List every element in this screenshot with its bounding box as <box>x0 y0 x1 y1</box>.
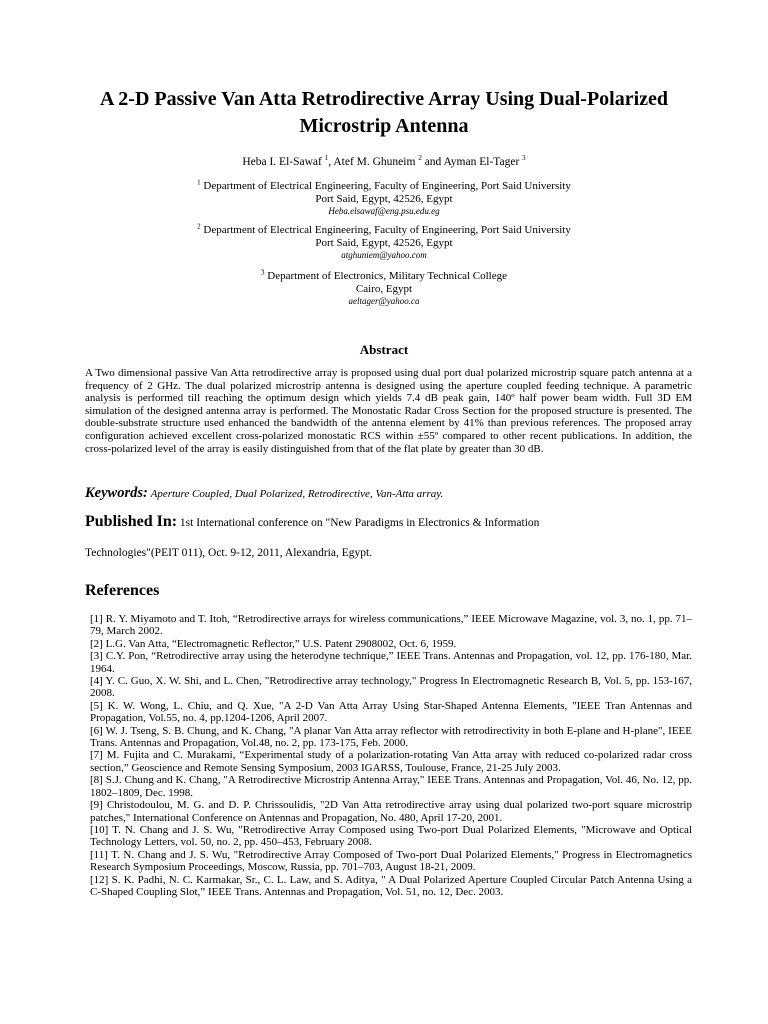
reference-item: [6] W. J. Tseng, S. B. Chung, and K. Chang, "A planar Van Atta array reflector with retrodirectivity in both E-plane and H-plane", IEEE Trans. Antennas and Propagation, Vol.48, no. 2, pp. 173-175, Feb. 2000. <box>90 724 692 750</box>
affiliation-3 <box>96 270 672 307</box>
reference-list <box>90 613 692 898</box>
published-in-line <box>85 513 692 532</box>
references-heading: References <box>85 582 160 599</box>
affiliation-address: Cairo, Egypt <box>355 282 413 295</box>
abstract-text: A Two dimensional passive Van Atta retrodirective array is proposed using dual port dual polarized microstrip square patch antenna at a frequency of 2 GHz. The dual polarized microstrip antenna is designed using the aperture coupled feeding technique. A parametric analysis is performed till reaching the optimum design which yields 7.4 dB peak gain, 140º half power beam width. Full 3D EM simulation of the designed antenna array is performed. The Monostatic Radar Cross Section for the proposed structure is presented. The double-substrate structure used enhanced the bandwidth of the antenna element by 41% than previous references. The proposed array configuration achieved excellent cross-polarized monostatic RCS within ±55º compared to other recent publications. In addition, the cross-polarized level of the array is easily distinguished from that of the flat plate by greater than 30 dB. <box>85 367 692 455</box>
affil-mark: 3 <box>261 268 265 277</box>
reference-item: [4] Y. C. Guo, X. W. Shi, and L. Chen, "Retrodirective array technology," Progress In Electromagnetic Research B, Vol. 5, pp. 153-167, 2008. <box>90 675 692 700</box>
affiliation-email: atghuniem@yahoo.com <box>341 250 427 260</box>
affiliation-2 <box>96 224 672 261</box>
keywords-value: Aperture Coupled, Dual Polarized, Retrodirective, Van-Atta array. <box>150 488 444 500</box>
author-name: Atef M. Ghuneim <box>333 156 416 168</box>
reference-item: [9] Christodoulou, M. G. and D. P. Chrissoulidis, "2D Van Atta retrodirective array using dual polarized two-port square microstrip patches," International Conference on Antennas and Propagation, No. 480, April 17-20, 2001. <box>90 799 692 824</box>
affiliation-line <box>96 224 672 237</box>
reference-item: [3] C.Y. Pon, “Retrodirective array using the heterodyne technique,” IEEE Trans. Antennas and Propagation, vol. 12, pp. 176-180, Mar. 1964. <box>90 650 692 675</box>
reference-item: [11] T. N. Chang and J. S. Wu, "Retrodirective Array Composed of Two-port Dual Polarized Elements," Progress in Electromagnetics Research Symposium Proceedings, Moscow, Russia, pp. 701–703, August 18-21, 2009. <box>90 848 692 874</box>
affiliation-department: Department of Electronics, Military Technical College <box>267 270 507 282</box>
affil-mark: 2 <box>197 222 201 231</box>
published-venue: 1st International conference on "New Paradigms in Electronics & Information <box>179 517 540 529</box>
reference-item: [8] S.J. Chung and K. Chang, "A Retrodirective Microstrip Antenna Array," IEEE Trans. Antennas and Propagation, Vol. 46, No. 12, pp. 1802–1809, Dec. 1998. <box>90 774 692 799</box>
author-separator: , <box>328 156 334 168</box>
published-label: Published In: <box>85 513 178 530</box>
keywords-label: Keywords: <box>85 485 148 501</box>
author-list <box>96 155 672 169</box>
affiliation-1 <box>96 180 672 217</box>
author-name: Heba I. El-Sawaf <box>242 156 322 168</box>
published-venue-continued: Technologies"(PEIT 011), Oct. 9-12, 2011, Alexandria, Egypt. <box>85 547 373 559</box>
affil-mark: 1 <box>197 178 201 187</box>
keywords-line <box>85 485 692 502</box>
reference-item: [1] R. Y. Miyamoto and T. Itoh, “Retrodirective arrays for wireless communications,” IEEE Microwave Magazine, vol. 3, no. 1, pp. 71–79, March 2002. <box>90 613 692 638</box>
reference-item: [10] T. N. Chang and J. S. Wu, "Retrodirective Array Composed using Two-port Dual Polarized Elements, "Microwave and Optical Technology Letters, vol. 50, no. 2, pp. 450–453, February 2008. <box>90 823 692 849</box>
reference-item: [5] K. W. Wong, L. Chiu, and Q. Xue, "A 2-D Van Atta Array Using Star-Shaped Antenna Elements, "IEEE Tran Antennas and Propagation, Vol.55, no. 4, pp.1204-1206, April 2007. <box>90 699 692 725</box>
affiliation-address: Port Said, Egypt, 42526, Egypt <box>315 236 453 249</box>
abstract-heading: Abstract <box>359 342 409 357</box>
affiliation-department: Department of Electrical Engineering, Faculty of Engineering, Port Said University <box>203 180 571 192</box>
affiliation-department: Department of Electrical Engineering, Faculty of Engineering, Port Said University <box>203 224 571 236</box>
reference-item: [12] S. K. Padhi, N. C. Karmakar, Sr., C. L. Law, and S. Aditya, " A Dual Polarized Aperture Coupled Circular Patch Antenna Using a C-Shaped Coupling Slot,” IEEE Trans. Antennas and Propagation, Vol. 51, no. 12, Dec. 2003. <box>90 873 692 898</box>
affiliation-email: Heba.elsawaf@eng.psu.edu.eg <box>328 206 440 216</box>
affiliation-address: Port Said, Egypt, 42526, Egypt <box>315 192 453 205</box>
author-separator: and <box>421 156 444 168</box>
reference-item: [7] M. Fujita and C. Murakami, “Experimental study of a polarization-rotating Van Atta array with reduced co-polarized radar cross section,” Geoscience and Remote Sensing Symposium, 2003 IGARSS, Toulouse, France, 21-25 July 2003. <box>90 749 692 774</box>
affiliation-line <box>96 270 672 283</box>
author-name: Ayman El-Tager <box>443 156 520 168</box>
paper-title: A 2-D Passive Van Atta Retrodirective Array Using Dual-Polarized Microstrip Antenna <box>99 88 669 137</box>
affiliation-email: aeltager@yahoo.ca <box>348 296 420 306</box>
reference-item: [2] L.G. Van Atta, “Electromagnetic Reflector,” U.S. Patent 2908002, Oct. 6, 1959. <box>90 637 457 650</box>
author-affil-mark: 2 <box>418 154 422 163</box>
affiliation-line <box>96 180 672 193</box>
author-affil-mark: 1 <box>324 154 329 163</box>
author-affil-mark: 3 <box>522 154 526 163</box>
